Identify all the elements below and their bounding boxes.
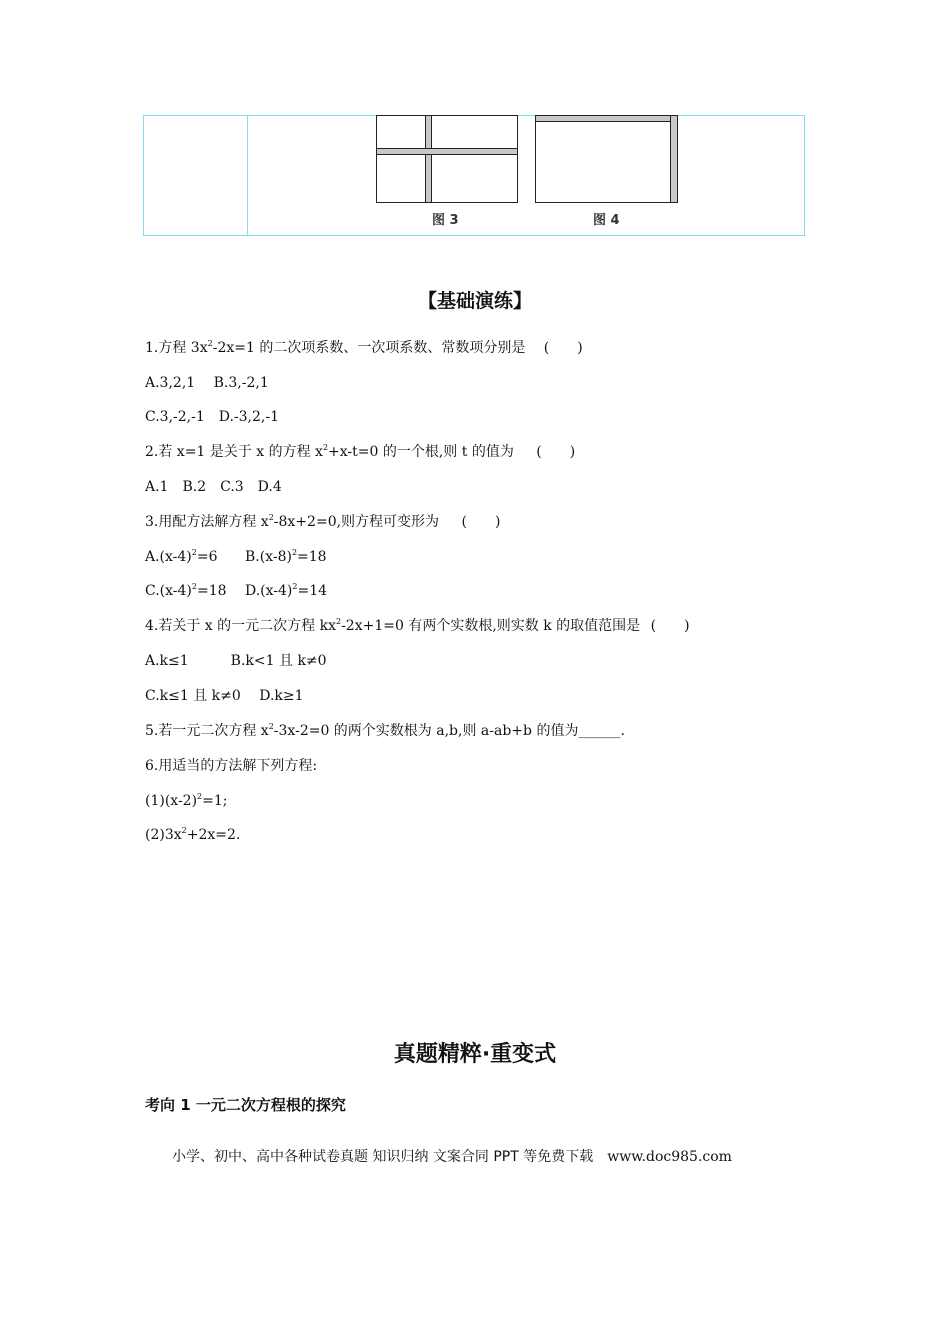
question-3-options-ab xyxy=(145,548,327,566)
figure-4-top-path xyxy=(535,115,678,122)
question-1-options-cd: C.3,-2,-1 D.-3,2,-1 xyxy=(145,409,280,425)
question-3-stem: 3.用配方法解方程 x xyxy=(145,514,269,530)
question-4-options-cd: C.k≤1 且 k≠0 D.k≥1 xyxy=(145,688,304,704)
question-1-options-ab: A.3,2,1 B.3,-2,1 xyxy=(145,375,269,391)
figure-3-vertical-path xyxy=(425,115,432,203)
answer-paren: ( ) xyxy=(543,340,583,356)
question-4: 4.若关于 x 的一元二次方程 $kx^2-2x+1=0$ 有两个实数根,则实数 k 的取值范围是 ( ) xyxy=(145,617,690,634)
answer-paren: ( ) xyxy=(461,514,501,530)
question-5: 5.若一元二次方程 $x^2-3x-2=0$ 的两个实数根为 a,b,则 a-ab+b 的值为______. xyxy=(145,722,625,739)
section-title-basic: 【基础演练】 xyxy=(417,290,532,312)
footer-text: 小学、初中、高中各种试卷真题 知识归纳 文案合同 PPT 等免费下载 xyxy=(172,1149,594,1165)
section-title-real-exams: 真题精粹·重变式 xyxy=(393,1042,557,1067)
question-1-stem: 1.方程 3x xyxy=(145,340,208,356)
question-3-options-cd xyxy=(145,582,327,600)
figure-3 xyxy=(376,115,518,203)
option-c: $C.(x-4)^2=18$ xyxy=(145,582,227,599)
table-divider xyxy=(247,116,248,235)
question-3: 3.用配方法解方程 $x^2-8x+2=0$,则方程可变形为 ( ) xyxy=(145,513,501,530)
question-4-stem: 4.若关于 x 的一元二次方程 kx xyxy=(145,618,336,634)
answer-paren: ( ) xyxy=(650,618,690,634)
option-a: $A.(x-4)^2=6$ xyxy=(145,548,218,565)
question-4-options-ab: A.k≤1 B.k<1 且 k≠0 xyxy=(145,653,327,669)
question-2: 2.若 x=1 是关于 x 的方程 $x^2+x-t=0$ 的一个根,则 t 的值为 ( ) xyxy=(145,443,576,460)
footer-url[interactable]: www.doc985.com xyxy=(607,1149,732,1165)
option-d: $D.(x-4)^2=14$ xyxy=(245,582,328,599)
figure-3-rectangle xyxy=(376,115,518,203)
question-2-stem: 2.若 x=1 是关于 x 的方程 x xyxy=(145,444,323,460)
question-5-stem: 5.若一元二次方程 x xyxy=(145,723,269,739)
question-6-part-1: $(1)(x-2)^2=1$; xyxy=(145,792,228,809)
option-b: $B.(x-8)^2=18$ xyxy=(245,548,327,565)
page-footer xyxy=(172,1146,732,1166)
figure-4-caption: 图 4 xyxy=(593,213,620,228)
figure-3-horizontal-path xyxy=(376,148,518,155)
question-1: 1.方程 $3x^2-2x=1$ 的二次项系数、一次项系数、常数项分别是 ( ) xyxy=(145,339,583,356)
question-2-options: A.1 B.2 C.3 D.4 xyxy=(145,479,282,495)
figure-3-caption: 图 3 xyxy=(432,213,459,228)
direction-1-title: 考向 1 一元二次方程根的探究 xyxy=(145,1096,346,1114)
answer-paren: ( ) xyxy=(536,444,576,460)
figure-4-right-path xyxy=(670,115,678,203)
question-6-part-2: $(2)3x^2+2x=2$. xyxy=(145,826,241,843)
question-6: 6.用适当的方法解下列方程: xyxy=(145,758,318,774)
figure-4 xyxy=(535,115,678,203)
figure-4-rectangle xyxy=(535,115,678,203)
